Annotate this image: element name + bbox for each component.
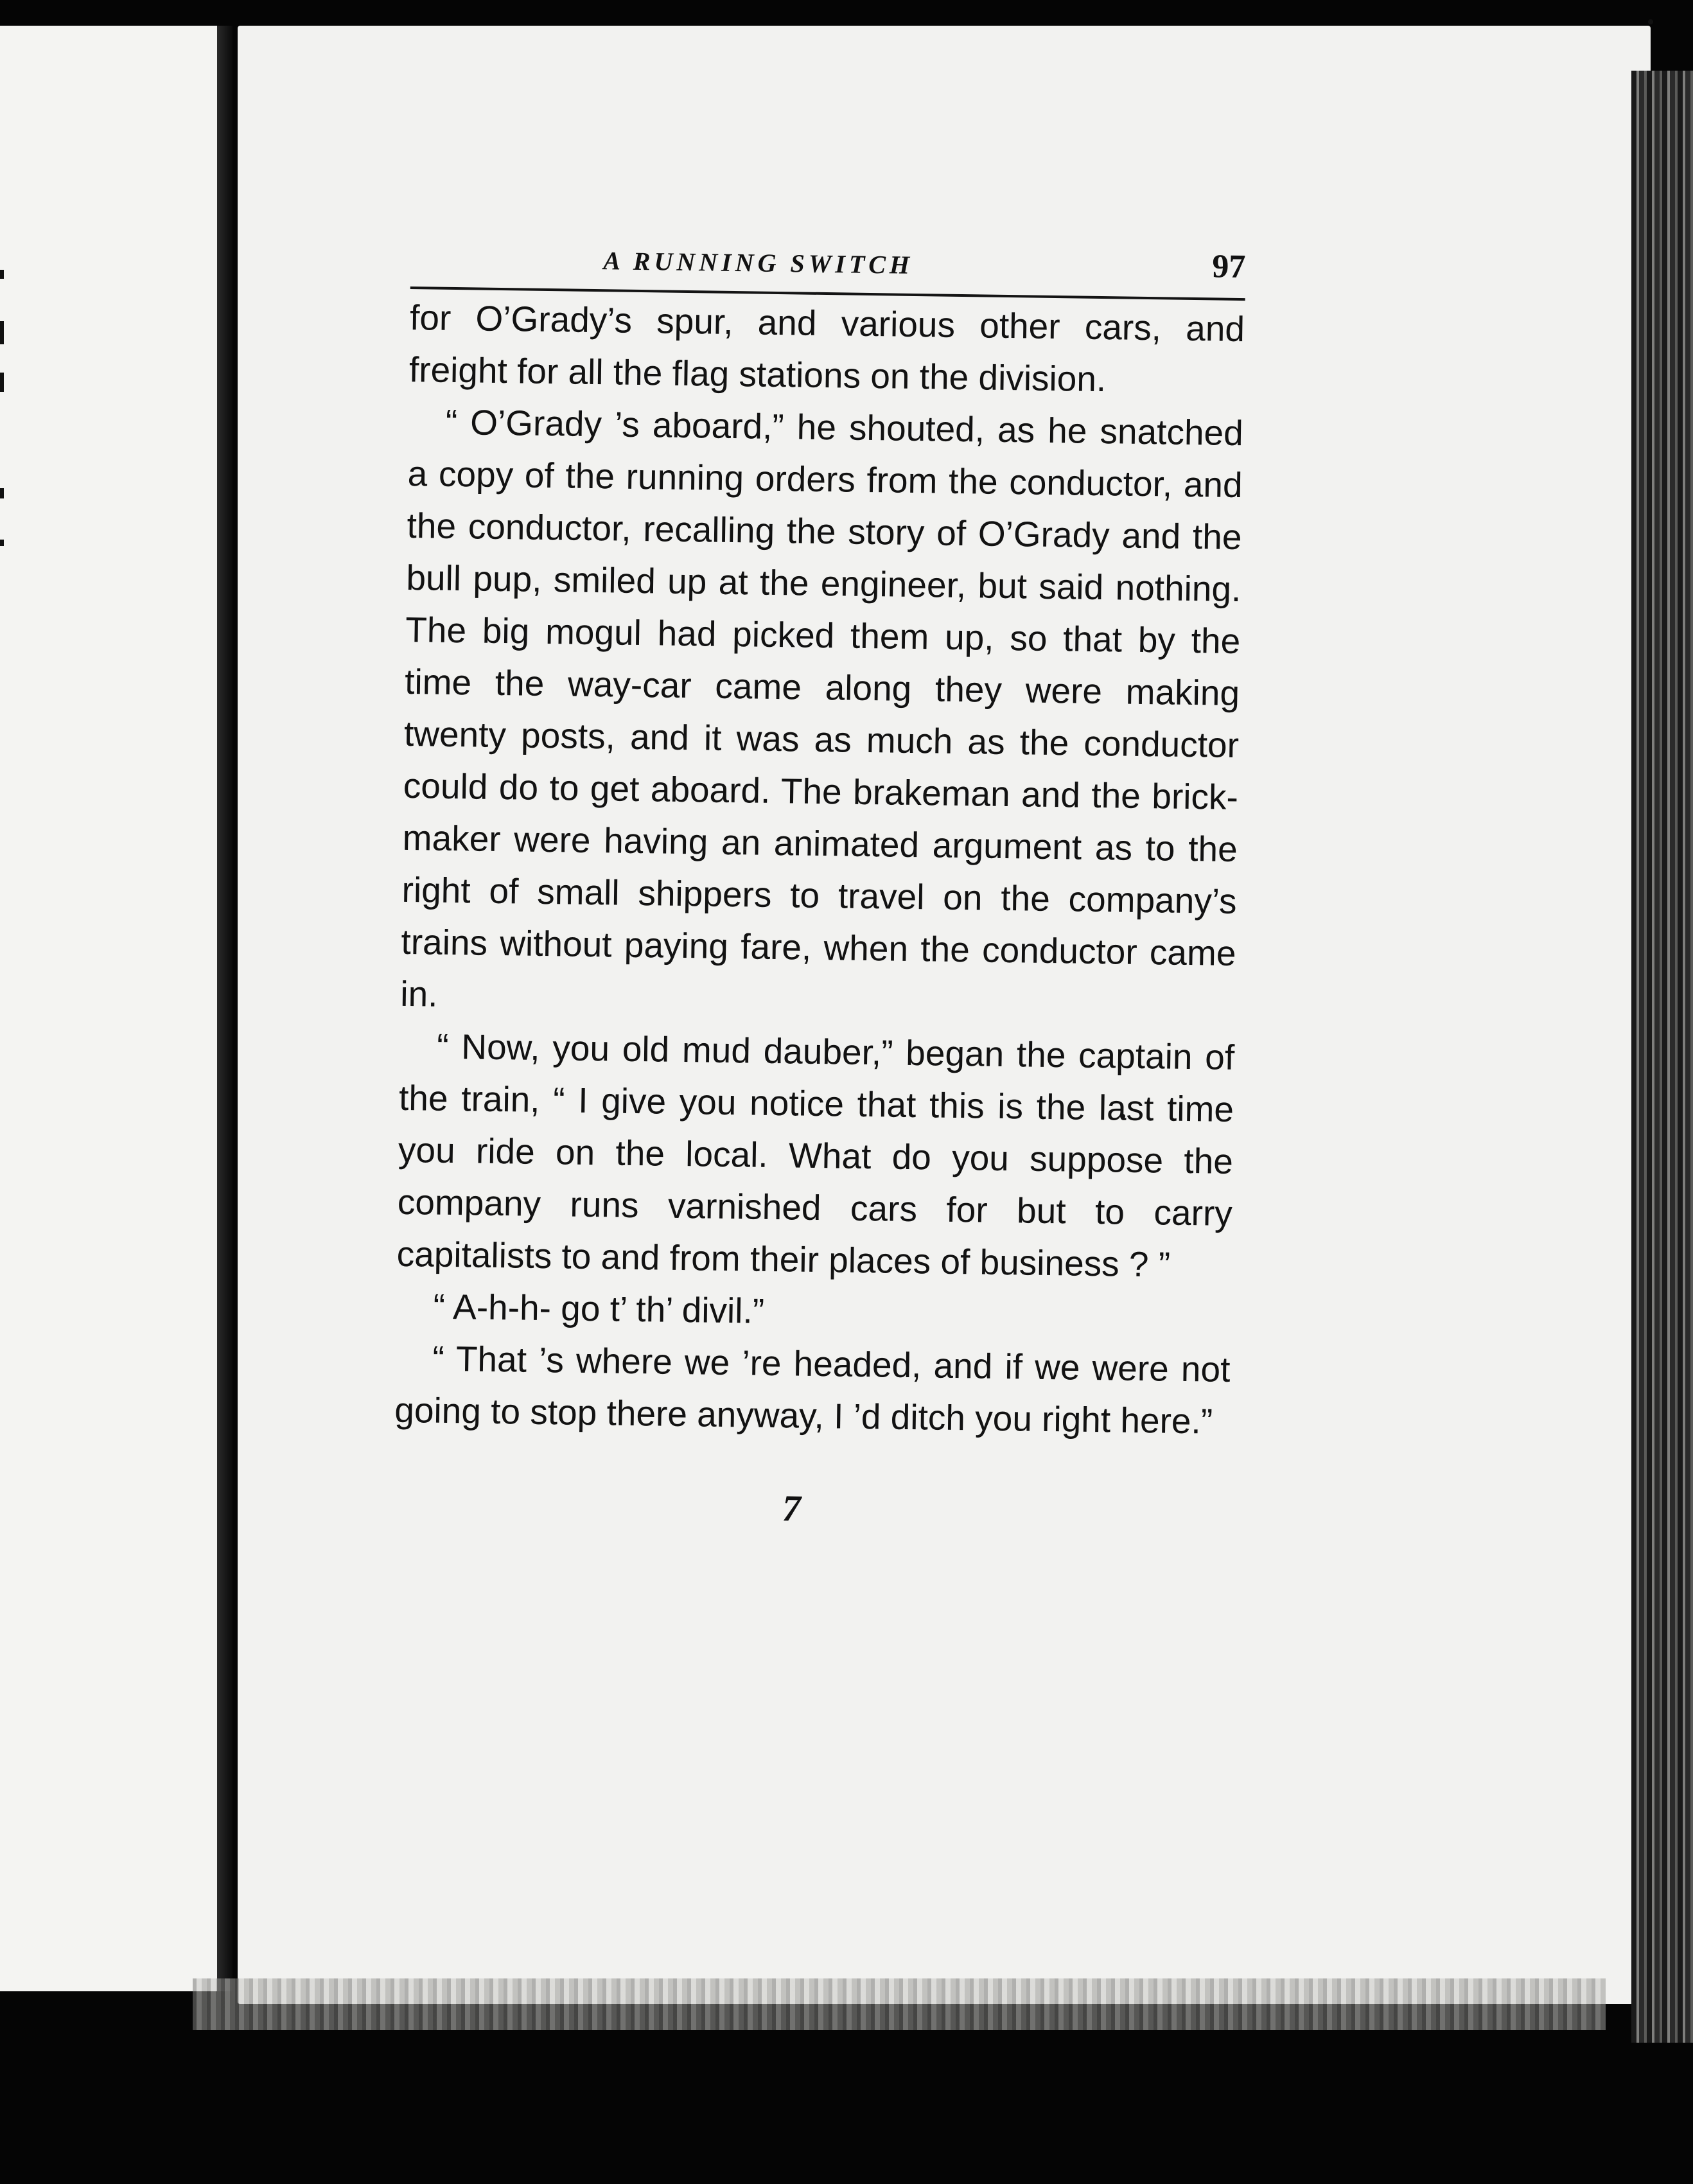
scan-speck <box>1648 19 1653 24</box>
paragraph: “ A-h-h- go t’ th’ divil.” <box>433 1286 765 1331</box>
left-page-text-fragment <box>0 270 4 279</box>
page-content <box>393 231 1246 1536</box>
page-stack-bottom-edge <box>193 1978 1606 2030</box>
signature-mark: 7 <box>782 1487 802 1529</box>
left-page-text-fragment <box>0 373 4 392</box>
book-gutter <box>217 26 232 1991</box>
left-facing-page <box>0 26 218 1991</box>
page-number: 97 <box>1211 248 1246 286</box>
left-page-text-fragment <box>0 488 4 498</box>
paragraph: for O’Grady’s spur, and various other cars, and freight for all the flag stations on the division. <box>408 297 1245 400</box>
running-head <box>410 231 1246 294</box>
page-stack-right-edge <box>1631 71 1693 2043</box>
paragraph: “ That ’s where we ’re headed, and if we were not going to stop there anyway, I ’d ditch you right here.” <box>394 1338 1231 1441</box>
body-text <box>394 292 1245 1448</box>
paragraph: “ O’Grady ’s aboard,” he shouted, as he snatched a copy of the running orders from the conductor, and the conductor, recalling the story of O’Grady and the bull pup, smiled up at the engineer, but said nothing. The big mogul had picked them up, so that by the time the way-car came along they were making twenty posts, and it was as much as the conductor could do to get aboard. The brakeman and the brick-maker were having an animated argument as to the right of small shippers to travel on the company’s trains without paying fare, when the conductor came in. <box>399 401 1244 1014</box>
paragraph: “ Now, you old mud dauber,” began the captain of the train, “ I give you notice that this is the last time you ride on the local. What do you suppose the company runs varnished cars for but to carry capitalists to and from their places of business ? ” <box>396 1026 1235 1285</box>
left-page-text-fragment <box>0 540 4 546</box>
left-page-text-fragment <box>0 321 4 344</box>
running-title: A RUNNING SWITCH <box>603 246 914 279</box>
